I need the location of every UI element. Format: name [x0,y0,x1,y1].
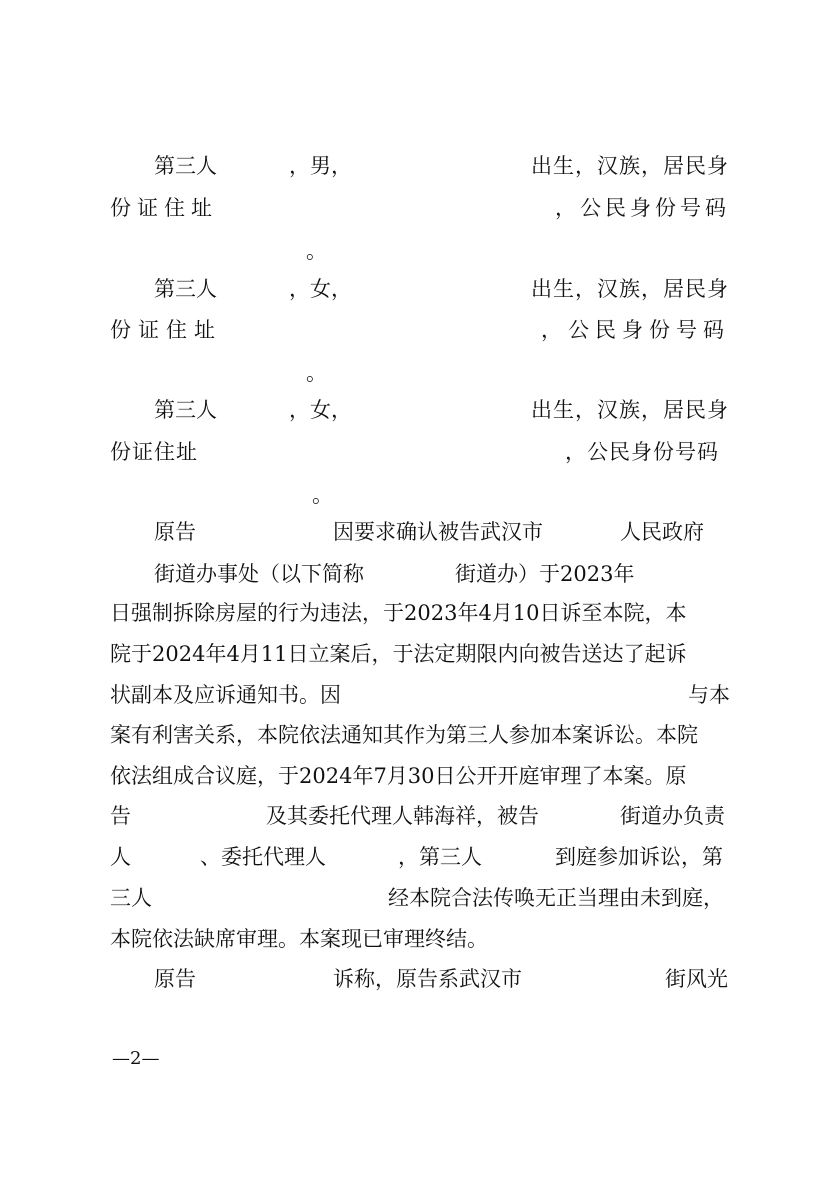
p5-l1-b: 诉称，原告系武汉市 [333,967,522,991]
p4-l1-c: 人民政府 [620,520,704,544]
p4-l2-b: 街道办）于2023年 [455,562,635,586]
p4-l9-c: ，第三人 [398,845,482,869]
p3-line3 [312,482,333,508]
p2-line3 [306,360,327,386]
p4-line4 [110,641,730,667]
p4-l7: 依法组成合议庭，于2024年7月30日公开开庭审理了本案。原 [110,764,687,788]
p4-l5-a: 状副本及应诉通知书。因 [110,683,341,707]
p4-line11 [110,926,730,952]
p3-l2-b: ，公民身份号码 [565,440,719,464]
p2-l2-b: ，公民身份号码 [541,318,730,342]
p1-line3 [306,238,327,264]
p1-l1-b: ，男， [289,154,352,178]
p4-l11: 本院依法缺席审理。本案现已审理终结。 [110,927,488,951]
p3-l2-a: 份证住址 [110,440,198,464]
p4-l8-c: 街道办负责 [620,804,725,828]
p3-l1-a: 第三人 [154,398,217,422]
p4-l1-b: 因要求确认被告武汉市 [333,520,543,544]
p4-l10-a: 三人 [110,886,152,910]
p1-l3: 。 [306,239,327,263]
p1-l1-c: 出生，汉族，居民身 [531,154,729,178]
p4-l8-b: 及其委托代理人韩海祥，被告 [266,804,539,828]
p1-l2-a: 份证住址 [110,196,218,220]
p4-l6: 案有利害关系，本院依法通知其作为第三人参加本案诉讼。本院 [110,723,698,747]
p3-l1-c: 出生，汉族，居民身 [531,398,729,422]
p4-l5-b: 与本 [688,683,730,707]
p1-l2-b: ，公民身份号码 [555,196,730,220]
p5-l1-a: 原告 [154,967,196,991]
p3-l1-b: ，女， [289,398,352,422]
p4-line3 [110,600,730,626]
p4-line7 [110,763,730,789]
p4-l3: 日强制拆除房屋的行为违法，于2023年4月10日诉至本院，本 [110,601,687,625]
p4-l9-b: 、委托代理人 [200,845,326,869]
p2-l1-b: ，女， [289,277,352,301]
p4-l2-a: 街道办事处（以下简称 [154,562,364,586]
p4-l8-a: 告 [110,804,131,828]
p4-l4: 院于2024年4月11日立案后，于法定期限内向被告送达了起诉 [110,642,687,666]
p5-l1-c: 街风光 [665,967,728,991]
p2-l1-a: 第三人 [154,277,217,301]
p2-l1-c: 出生，汉族，居民身 [531,277,729,301]
p4-l9-d: 到庭参加诉讼，第 [555,845,723,869]
p4-l9-a: 人 [110,845,131,869]
page-number: —2— [112,1048,160,1069]
p2-l2-a: 份证住址 [110,318,222,342]
p4-line6 [110,722,730,748]
p4-l10-b: 经本院合法传唤无正当理由未到庭， [388,886,724,910]
p3-l3: 。 [312,483,333,507]
p1-l1-a: 第三人 [154,154,217,178]
p4-l1-a: 原告 [154,520,196,544]
p2-l3: 。 [306,361,327,385]
